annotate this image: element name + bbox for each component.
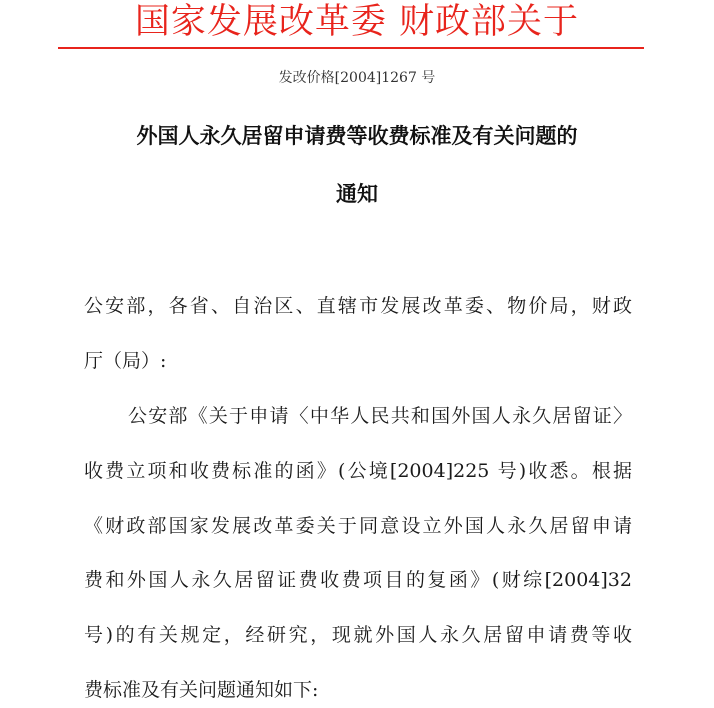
document-title-line-1: 外国人永久居留申请费等收费标准及有关问题的 — [136, 124, 578, 148]
document-number: 发改价格[2004]1267 号 — [278, 70, 436, 86]
red-header-rule — [58, 47, 644, 49]
addressee-line-2: 厅（局）: — [84, 350, 167, 372]
body-line-4: 费和外国人永久居留证费收费项目的复函》(财综[2004]32 — [84, 569, 632, 591]
addressee-line-1: 公安部，各省、自治区、直辖市发展改革委、物价局，财政 — [84, 295, 632, 317]
body-line-2: 收费立项和收费标准的函》(公境[2004]225 号)收悉。根据 — [84, 460, 632, 482]
body-line-3: 《财政部国家发展改革委关于同意设立外国人永久居留申请 — [84, 515, 632, 537]
document-title-line-2: 通知 — [336, 182, 378, 206]
body-line-5: 号)的有关规定，经研究，现就外国人永久居留申请费等收 — [84, 624, 632, 646]
body-line-6: 费标准及有关问题通知如下: — [84, 679, 319, 701]
red-header-title: 国家发展改革委 财政部关于 — [134, 2, 580, 42]
body-line-1: 公安部《关于申请〈中华人民共和国外国人永久居留证〉 — [128, 405, 632, 427]
